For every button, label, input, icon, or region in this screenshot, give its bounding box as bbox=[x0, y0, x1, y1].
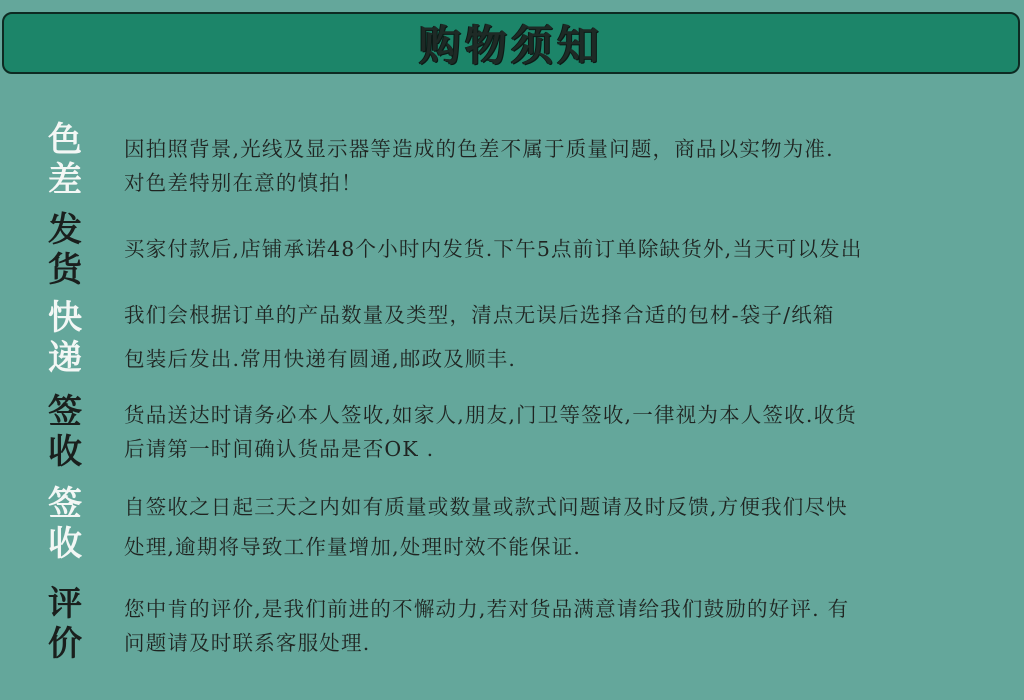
section-text bbox=[124, 398, 1004, 466]
text-line: 您中肯的评价,是我们前进的不懈动力,若对货品满意请给我们鼓励的好评. 有 bbox=[124, 597, 850, 621]
label-char: 递 bbox=[48, 338, 82, 378]
text-line: 对色差特别在意的慎拍！ bbox=[124, 171, 363, 195]
text-line: 自签收之日起三天之内如有质量或数量或款式问题请及时反馈,方便我们尽快 bbox=[124, 495, 848, 519]
label-char: 价 bbox=[48, 624, 82, 664]
label-char: 差 bbox=[48, 160, 82, 200]
label-char: 收 bbox=[48, 524, 82, 564]
label-char: 色 bbox=[48, 120, 82, 160]
label-char: 货 bbox=[48, 250, 82, 290]
section-label bbox=[42, 120, 88, 200]
section-label bbox=[42, 484, 88, 564]
text-line: 买家付款后,店铺承诺48个小时内发货.下午5点前订单除缺货外,当天可以发出 bbox=[124, 237, 863, 261]
page-title: 购物须知 bbox=[418, 21, 603, 70]
text-line: 因拍照背景,光线及显示器等造成的色差不属于质量问题，商品以实物为准. bbox=[124, 137, 834, 161]
label-char: 快 bbox=[48, 298, 82, 338]
section-label bbox=[42, 210, 88, 290]
text-line: 问题请及时联系客服处理. bbox=[124, 631, 371, 655]
label-char: 签 bbox=[48, 484, 82, 524]
header-banner bbox=[2, 12, 1020, 74]
text-line: 包装后发出.常用快递有圆通,邮政及顺丰. bbox=[124, 347, 517, 371]
section-text bbox=[124, 132, 1004, 200]
section-label bbox=[42, 392, 88, 472]
section-label bbox=[42, 584, 88, 664]
section-text bbox=[124, 298, 1004, 376]
section-label bbox=[42, 298, 88, 378]
label-char: 评 bbox=[48, 584, 82, 624]
section-text bbox=[124, 232, 1004, 266]
section-text bbox=[124, 592, 1004, 660]
section-text bbox=[124, 490, 1004, 564]
label-char: 签 bbox=[48, 392, 82, 432]
text-line: 后请第一时间确认货品是否OK . bbox=[124, 437, 435, 461]
text-line: 货品送达时请务必本人签收,如家人,朋友,门卫等签收,一律视为本人签收.收货 bbox=[124, 403, 857, 427]
label-char: 收 bbox=[48, 432, 82, 472]
text-line: 我们会根据订单的产品数量及类型，清点无误后选择合适的包材-袋子/纸箱 bbox=[124, 303, 835, 327]
text-line: 处理,逾期将导致工作量增加,处理时效不能保证. bbox=[124, 535, 582, 559]
label-char: 发 bbox=[48, 210, 82, 250]
